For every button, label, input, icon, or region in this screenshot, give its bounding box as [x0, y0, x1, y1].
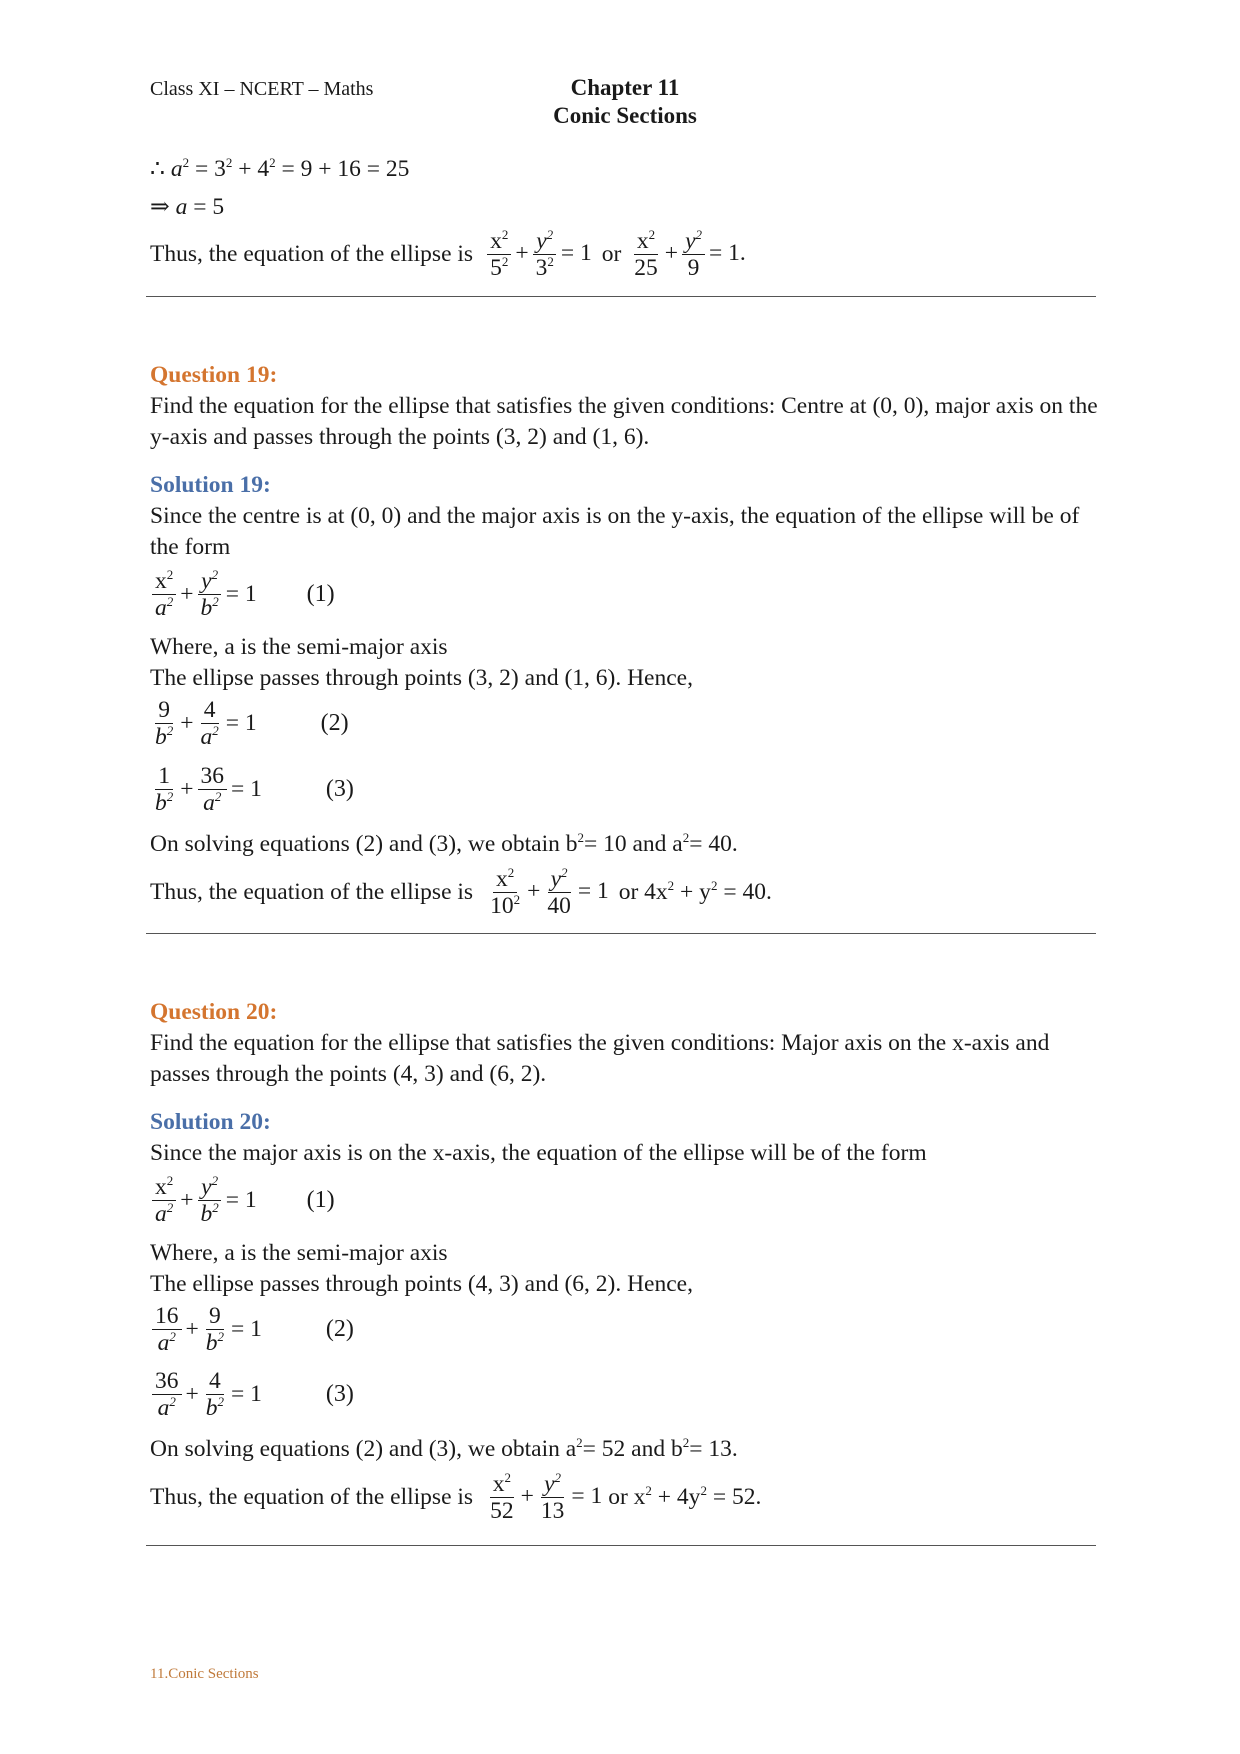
intro-conclusion [150, 228, 748, 281]
solution-20-alt-form: or $x^2 + 4y^2 = 52$. [608, 1483, 762, 1510]
divider [146, 933, 1096, 934]
solution-19-equation-1: $\frac{x^2}{a^2}$ + $\frac{y^2}{b^2}$ = 1 (1) [150, 568, 335, 621]
divider [146, 1545, 1096, 1546]
equation-label: (2) [325, 1316, 354, 1342]
equation-label: (3) [325, 776, 354, 802]
solution-19-text: Since the centre is at (0, 0) and the major axis is on the y-axis, the equation of the ellipse will be of the form [150, 503, 1080, 560]
solution-19-heading: Solution 19: [150, 472, 271, 498]
solution-19-final-equation: $\frac{x^2}{10^2}$ + $\frac{y^2}{40}$ = 1 [490, 865, 609, 919]
solution-19-where: Where, a is the semi-major axis [150, 634, 448, 660]
divider [146, 296, 1096, 297]
question-20-heading: Question 20: [150, 999, 278, 1025]
solution-20-heading: Solution 20: [150, 1109, 271, 1135]
equation-label: (1) [306, 1187, 335, 1213]
solution-19-passes: The ellipse passes through points (3, 2) and (1, 6). Hence, [150, 665, 693, 691]
question-19-heading: Question 19: [150, 362, 278, 388]
intro-equation-a: $\frac{x^2}{5^2}$ + $\frac{y^2}{3^2}$ = 1 [485, 228, 594, 281]
solution-19-alt-form: or $4x^2 + y^2 = 40$. [618, 878, 772, 905]
footer-label: 11.Conic Sections [150, 1666, 259, 1682]
chapter-title: Conic Sections [553, 103, 697, 128]
solution-19-equation-2: $\frac{9}{b^2}$ + $\frac{4}{a^2}$ = 1 (2) [155, 697, 349, 750]
solution-19-conclusion: Thus, the equation of the ellipse is $\frac{x^2}{10^2}$ + $\frac{y^2}{40}$ = 1 or $4x^2 + y^2 = 40$. [150, 865, 772, 919]
solution-20-where: Where, a is the semi-major axis [150, 1240, 448, 1266]
intro-line-1: ∴ $a^2 = 3^2 + 4^2 = 9 + 16 = 25$ [150, 155, 410, 182]
equation-label: (2) [320, 710, 349, 736]
equation-label: (3) [325, 1381, 354, 1407]
solution-20-equation-1: $\frac{x^2}{a^2}$ + $\frac{y^2}{b^2}$ = 1 (1) [150, 1174, 335, 1227]
question-20-text: Find the equation for the ellipse that satisfies the given conditions: Major axis on the x-axis and passes through the points (4, 3) and (6, 2). [150, 1030, 1050, 1087]
solution-20-equation-2: $\frac{16}{a^2}$ + $\frac{9}{b^2}$ = 1 (2) [150, 1303, 354, 1356]
solution-20-final-equation: $\frac{x^2}{52}$ + $\frac{y^2}{13}$ = 1 [490, 1470, 603, 1524]
equation-label: (1) [306, 581, 335, 607]
solution-20-text: Since the major axis is on the x-axis, the equation of the ellipse will be of the form [150, 1140, 927, 1166]
solution-20-solving: On solving equations (2) and (3), we obtain $a^2= 52$ and $b^2= 13$. [150, 1435, 738, 1462]
intro-conclusion-text: Thus, the equation of the ellipse is [150, 241, 474, 267]
solution-19-solving: On solving equations (2) and (3), we obtain $b^2= 10$ and $a^2= 40$. [150, 830, 738, 857]
intro-or: or [601, 241, 622, 267]
intro-equation-b: $\frac{x^2}{25}$ + $\frac{y^2}{9}$ = 1. [634, 227, 746, 281]
solution-20-passes: The ellipse passes through points (4, 3) and (6, 2). Hence, [150, 1271, 693, 1297]
question-19-text: Find the equation for the ellipse that satisfies the given conditions: Centre at (0, 0), major axis on the y-axis and passes through the points (3, 2) and (1, 6). [150, 393, 1098, 450]
solution-19-equation-3: $\frac{1}{b^2}$ + $\frac{36}{a^2}$ = 1 (3) [155, 763, 354, 816]
solution-20-equation-3: $\frac{36}{a^2}$ + $\frac{4}{b^2}$ = 1 (3) [150, 1368, 354, 1421]
header-class-label: Class XI – NCERT – Maths [150, 78, 374, 100]
solution-20-conclusion: Thus, the equation of the ellipse is $\frac{x^2}{52}$ + $\frac{y^2}{13}$ = 1 or $x^2 + 4y^2 = 52$. [150, 1470, 762, 1524]
chapter-number: Chapter 11 [570, 75, 680, 100]
intro-line-2: ⇒ a = 5 [150, 194, 225, 220]
